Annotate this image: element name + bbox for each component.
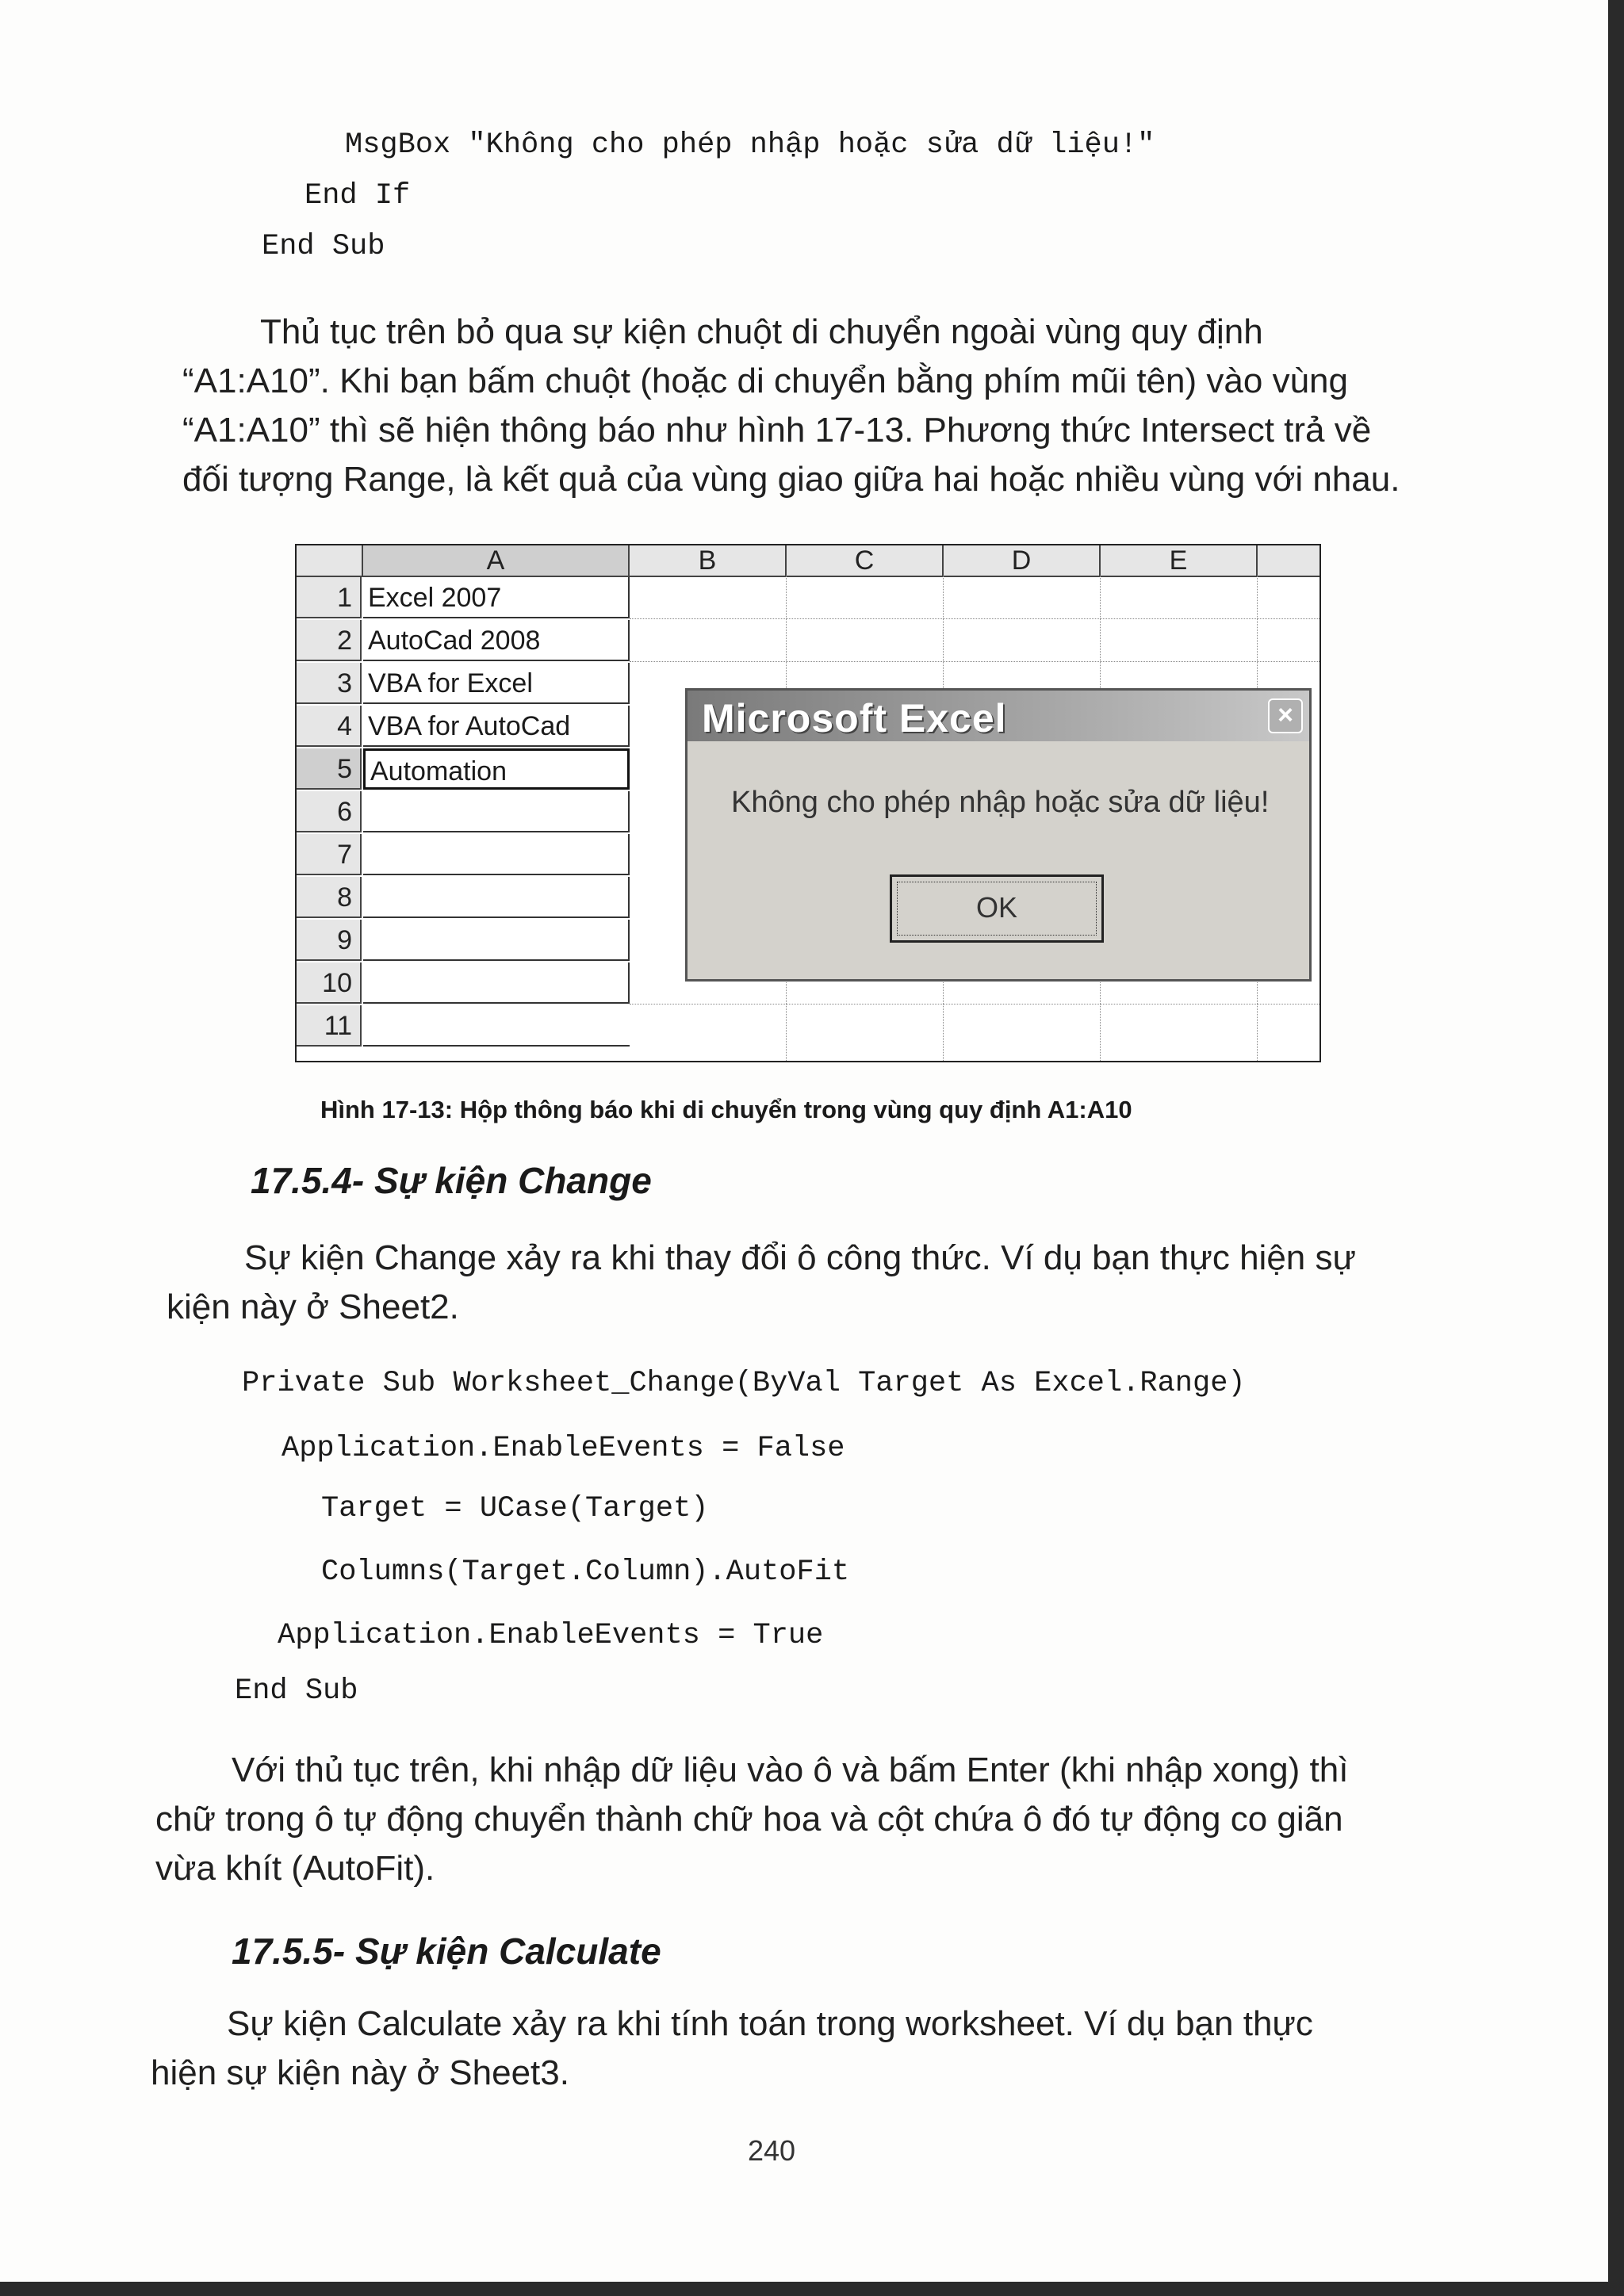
section-heading-change: 17.5.4- Sự kiện Change: [251, 1160, 652, 1201]
row-header-2[interactable]: 2: [297, 620, 362, 661]
paragraph-change-event: [167, 1234, 1451, 1332]
cell-a7[interactable]: [363, 834, 630, 875]
code-line-msgbox: MsgBox "Không cho phép nhập hoặc sửa dữ liệu!": [345, 128, 1155, 162]
paragraph-line: “A1:A10” thì sẽ hiện thông báo như hình 17-13. Phương thức Intersect trả về: [182, 411, 1372, 450]
paragraph-line: Thủ tục trên bỏ qua sự kiện chuột di chuyển ngoài vùng quy định: [260, 312, 1263, 351]
column-header-c[interactable]: C: [787, 545, 944, 577]
cell-a2[interactable]: AutoCad 2008: [363, 620, 630, 661]
paragraph-line: Sự kiện Change xảy ra khi thay đổi ô công thức. Ví dụ bạn thực hiện sự: [244, 1238, 1356, 1277]
row-header-11[interactable]: 11: [297, 1005, 362, 1047]
cell-a6[interactable]: [363, 791, 630, 832]
paragraph-calculate-event: [151, 1999, 1451, 2098]
ok-button-label: OK: [975, 891, 1017, 924]
code-line-end-sub-2: End Sub: [235, 1674, 358, 1708]
code-line-end-if: End If: [304, 179, 411, 212]
row-header-4[interactable]: 4: [297, 706, 362, 747]
cell-a5-active[interactable]: Automation: [363, 748, 630, 790]
paragraph-line: Với thủ tục trên, khi nhập dữ liệu vào ô và bấm Enter (khi nhập xong) thì: [232, 1751, 1349, 1789]
page-number: 240: [748, 2134, 796, 2167]
section-heading-calculate: 17.5.5- Sự kiện Calculate: [232, 1931, 661, 1972]
row-header-5[interactable]: 5: [297, 748, 362, 790]
code-line-autofit: Columns(Target.Column).AutoFit: [321, 1556, 850, 1589]
dialog-title-bar[interactable]: [688, 691, 1309, 741]
corner-header: [297, 545, 363, 577]
column-header-e[interactable]: E: [1101, 545, 1258, 577]
close-icon[interactable]: ×: [1268, 698, 1303, 733]
cell-a3[interactable]: VBA for Excel: [363, 663, 630, 704]
cell-a4[interactable]: VBA for AutoCad: [363, 706, 630, 747]
row-header-10[interactable]: 10: [297, 962, 362, 1004]
paragraph-line: hiện sự kiện này ở Sheet3.: [151, 2053, 569, 2092]
cell-a11[interactable]: [363, 1005, 630, 1047]
row-header-7[interactable]: 7: [297, 834, 362, 875]
paragraph-line: kiện này ở Sheet2.: [167, 1288, 459, 1326]
code-line-end-sub: End Sub: [262, 230, 385, 263]
paragraph-line: chữ trong ô tự động chuyển thành chữ hoa và cột chứa ô đó tự động co giãn: [155, 1800, 1343, 1839]
row-header-3[interactable]: 3: [297, 663, 362, 704]
row-header-1[interactable]: 1: [297, 577, 362, 618]
row-header-9[interactable]: 9: [297, 920, 362, 961]
dialog-message: Không cho phép nhập hoặc sửa dữ liệu!: [731, 786, 1270, 819]
paragraph-line: đối tượng Range, là kết quả của vùng giao giữa hai hoặc nhiều vùng với nhau.: [182, 460, 1400, 499]
column-header-b[interactable]: B: [630, 545, 787, 577]
scan-edge-right: [1608, 0, 1624, 2296]
cell-a1[interactable]: Excel 2007: [363, 577, 630, 618]
code-line-enable-true: Application.EnableEvents = True: [278, 1619, 824, 1652]
column-header-a[interactable]: A: [363, 545, 630, 577]
paragraph-line: vừa khít (AutoFit).: [155, 1849, 435, 1888]
code-line-ucase: Target = UCase(Target): [321, 1492, 709, 1525]
cell-a10[interactable]: [363, 962, 630, 1004]
code-line-sub-decl: Private Sub Worksheet_Change(ByVal Target As Excel.Range): [242, 1367, 1246, 1400]
gridline: [630, 661, 1320, 662]
figure-caption: Hình 17-13: Hộp thông báo khi di chuyển trong vùng quy định A1:A10: [320, 1096, 1132, 1123]
paragraph-line: Sự kiện Calculate xảy ra khi tính toán trong worksheet. Ví dụ bạn thực: [227, 2004, 1313, 2043]
dialog-title: Microsoft Excel: [702, 696, 1007, 740]
code-line-enable-false: Application.EnableEvents = False: [282, 1432, 845, 1465]
row-header-8[interactable]: 8: [297, 877, 362, 918]
paragraph-line: “A1:A10”. Khi bạn bấm chuột (hoặc di chuyển bằng phím mũi tên) vào vùng: [182, 362, 1348, 400]
paragraph-autofit: [155, 1746, 1456, 1893]
column-header-f[interactable]: [1258, 545, 1321, 577]
row-header-6[interactable]: 6: [297, 791, 362, 832]
paragraph-intersect: [182, 308, 1451, 504]
excel-screenshot-figure: [295, 544, 1321, 1062]
scan-edge-bottom: [0, 2282, 1624, 2296]
cell-a8[interactable]: [363, 877, 630, 918]
cell-a9[interactable]: [363, 920, 630, 961]
gridline: [630, 618, 1320, 619]
message-box-dialog: [685, 688, 1312, 982]
ok-focus-ring: [897, 882, 1097, 936]
ok-button[interactable]: [890, 874, 1104, 943]
column-header-d[interactable]: D: [944, 545, 1101, 577]
